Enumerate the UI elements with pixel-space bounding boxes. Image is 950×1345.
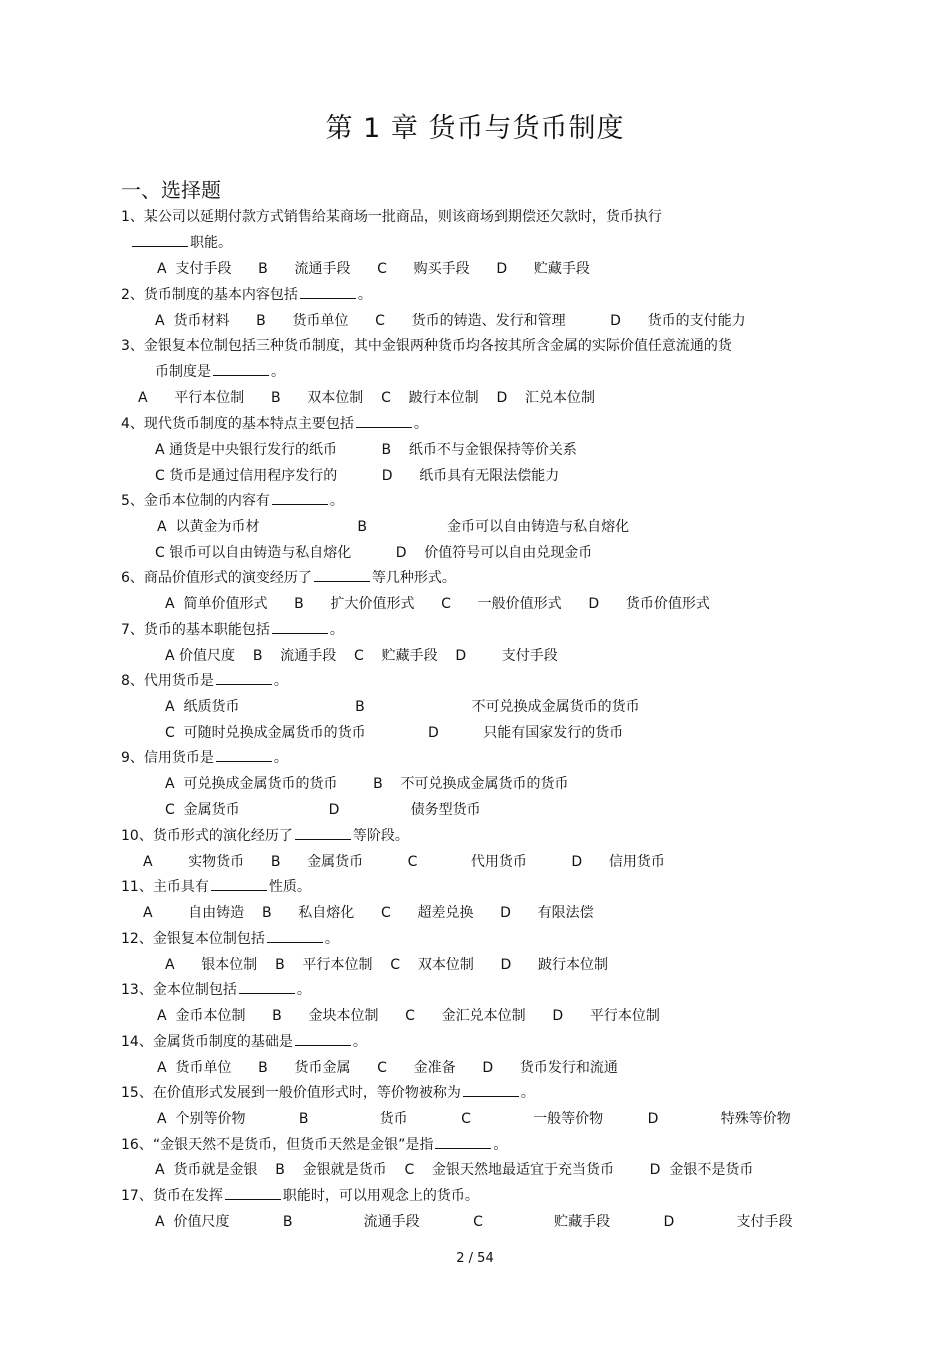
line-text: 15、在价值形式发展到一般价值形式时，等价物被称为 [121, 1085, 461, 1101]
line-text-after-blank: 职能。 [190, 235, 232, 251]
line-text-after-blank: 性质。 [268, 879, 311, 895]
answer-blank [295, 1033, 351, 1046]
text-line [121, 285, 372, 305]
page-title: 第 1 章 货币与货币制度 [325, 113, 625, 144]
text-line [130, 233, 232, 253]
line-text: 14、金属货币制度的基础是 [121, 1034, 293, 1050]
text-line [155, 1160, 753, 1180]
text-line [121, 414, 428, 434]
answer-blank [132, 234, 188, 247]
text-line [155, 440, 577, 460]
line-text-after-blank: 。 [352, 1034, 367, 1050]
line-text: 8、代用货币是 [121, 673, 214, 689]
line-text: A 以黄金为币材 B 金币可以自由铸造与私自熔化 [157, 519, 630, 535]
text-line [121, 336, 732, 356]
answer-blank [267, 930, 323, 943]
text-line [121, 568, 456, 588]
text-line [165, 800, 481, 820]
line-text: 13、金本位制包括 [121, 982, 237, 998]
line-text: A 价值尺度 B 流通手段 C 贮藏手段 D 支付手段 [155, 1214, 793, 1230]
text-line [143, 852, 665, 872]
line-text-after-blank: 。 [324, 931, 339, 947]
text-line [157, 1109, 791, 1129]
answer-blank [239, 981, 295, 994]
text-line [165, 723, 623, 743]
text-line [165, 697, 640, 717]
line-text: C 货币是通过信用程序发行的 D 纸币具有无限法偿能力 [155, 468, 560, 484]
line-text: 1、某公司以延期付款方式销售给某商场一批商品，则该商场到期偿还欠款时，货币执行 [121, 209, 662, 225]
line-text: A 通货是中央银行发行的纸币 B 纸币不与金银保持等价关系 [155, 442, 577, 458]
answer-blank [435, 1136, 491, 1149]
text-line [121, 1186, 479, 1206]
text-line [121, 748, 288, 768]
answer-blank [314, 569, 370, 582]
answer-blank [272, 621, 328, 634]
line-text-after-blank: 。 [357, 287, 372, 303]
line-text: 4、现代货币制度的基本特点主要包括 [121, 416, 354, 432]
line-text: 3、金银复本位制包括三种货币制度，其中金银两种货币均各按其所含金属的实际价值任意流通的货 [121, 338, 732, 354]
line-text: A 货币材料 B 货币单位 C 货币的铸造、发行和管理 D 货币的支付能力 [155, 313, 746, 329]
answer-blank [272, 492, 328, 505]
line-text: A 实物货币 B 金属货币 C 代用货币 D 信用货币 [143, 854, 665, 870]
text-line [121, 929, 339, 949]
line-text-after-blank: 职能时，可以用观念上的货币。 [282, 1188, 479, 1204]
line-text: 2、货币制度的基本内容包括 [121, 287, 298, 303]
answer-blank [463, 1084, 519, 1097]
text-line [165, 646, 558, 666]
answer-blank [213, 363, 269, 376]
line-text: A 价值尺度 B 流通手段 C 贮藏手段 D 支付手段 [165, 648, 558, 664]
text-line [121, 207, 662, 227]
text-line [157, 1058, 618, 1078]
line-text-after-blank: 。 [273, 673, 288, 689]
text-line [157, 1006, 660, 1026]
line-text: 12、金银复本位制包括 [121, 931, 265, 947]
line-text: A 纸质货币 B 不可兑换成金属货币的货币 [165, 699, 640, 715]
line-text: A 货币单位 B 货币金属 C 金准备 D 货币发行和流通 [157, 1060, 618, 1076]
line-text: A 货币就是金银 B 金银就是货币 C 金银天然地最适宜于充当货币 D 金银不是货币 [155, 1162, 754, 1178]
line-text: C 银币可以自由铸造与私自熔化 D 价值符号可以自由兑现金币 [155, 545, 593, 561]
line-text-after-blank: 。 [273, 750, 288, 766]
line-text: C 金属货币 D 债务型货币 [165, 802, 481, 818]
page-number: 2 / 54 [456, 1251, 494, 1266]
text-line [121, 620, 344, 640]
line-text-after-blank: 等几种形式。 [371, 570, 456, 586]
line-text-after-blank: 。 [413, 416, 428, 432]
answer-blank [216, 749, 272, 762]
line-text: C 可随时兑换成金属货币的货币 D 只能有国家发行的货币 [165, 725, 624, 741]
line-text: A 可兑换成金属货币的货币 B 不可兑换成金属货币的货币 [165, 776, 569, 792]
line-text: 币制度是 [155, 364, 211, 380]
line-text: 5、金币本位制的内容有 [121, 493, 270, 509]
text-line [157, 517, 629, 537]
line-text: 7、货币的基本职能包括 [121, 622, 270, 638]
line-text: A 自由铸造 B 私自熔化 C 超差兑换 D 有限法偿 [143, 905, 594, 921]
line-text-after-blank: 。 [329, 493, 344, 509]
text-line [155, 311, 746, 331]
line-text: A 个别等价物 B 货币 C 一般等价物 D 特殊等价物 [157, 1111, 791, 1127]
line-text-after-blank: 等阶段。 [352, 828, 409, 844]
line-text-after-blank: 。 [271, 364, 285, 380]
line-text: 10、货币形式的演化经历了 [121, 828, 293, 844]
line-text-after-blank: 。 [493, 1137, 508, 1153]
text-line [155, 1212, 793, 1232]
answer-blank [295, 827, 351, 840]
text-line [155, 543, 592, 563]
text-line [121, 491, 344, 511]
answer-blank [211, 878, 267, 891]
line-text: A 金币本位制 B 金块本位制 C 金汇兑本位制 D 平行本位制 [157, 1008, 660, 1024]
answer-blank [216, 672, 272, 685]
answer-blank [300, 286, 356, 299]
text-line [121, 877, 311, 897]
line-text: A 银本位制 B 平行本位制 C 双本位制 D 跛行本位制 [165, 957, 609, 973]
line-text: 16、“金银天然不是货币，但货币天然是金银”是指 [121, 1137, 434, 1153]
line-text: A 简单价值形式 B 扩大价值形式 C 一般价值形式 D 货币价值形式 [165, 596, 710, 612]
line-text: A 平行本位制 B 双本位制 C 跛行本位制 D 汇兑本位制 [138, 390, 596, 406]
line-text: 6、商品价值形式的演变经历了 [121, 570, 312, 586]
line-text: 17、货币在发挥 [121, 1188, 223, 1204]
answer-blank [356, 415, 412, 428]
text-line [165, 774, 568, 794]
text-line [165, 594, 710, 614]
text-line [165, 955, 608, 975]
text-line [155, 362, 285, 382]
text-line [138, 388, 595, 408]
text-line [157, 259, 590, 279]
section-heading: 一、选择题 [121, 178, 221, 202]
line-text: 9、信用货币是 [121, 750, 214, 766]
text-line [121, 980, 311, 1000]
text-line [121, 1083, 535, 1103]
line-text: 11、主币具有 [121, 879, 209, 895]
line-text-after-blank: 。 [520, 1085, 535, 1101]
line-text: A 支付手段 B 流通手段 C 购买手段 D 贮藏手段 [157, 261, 590, 277]
text-line [143, 903, 594, 923]
line-text-after-blank: 。 [329, 622, 344, 638]
text-line [121, 671, 288, 691]
text-line [121, 1135, 507, 1155]
answer-blank [225, 1187, 281, 1200]
line-text-after-blank: 。 [296, 982, 311, 998]
text-line [155, 466, 559, 486]
text-line [121, 1032, 367, 1052]
text-line [121, 826, 409, 846]
